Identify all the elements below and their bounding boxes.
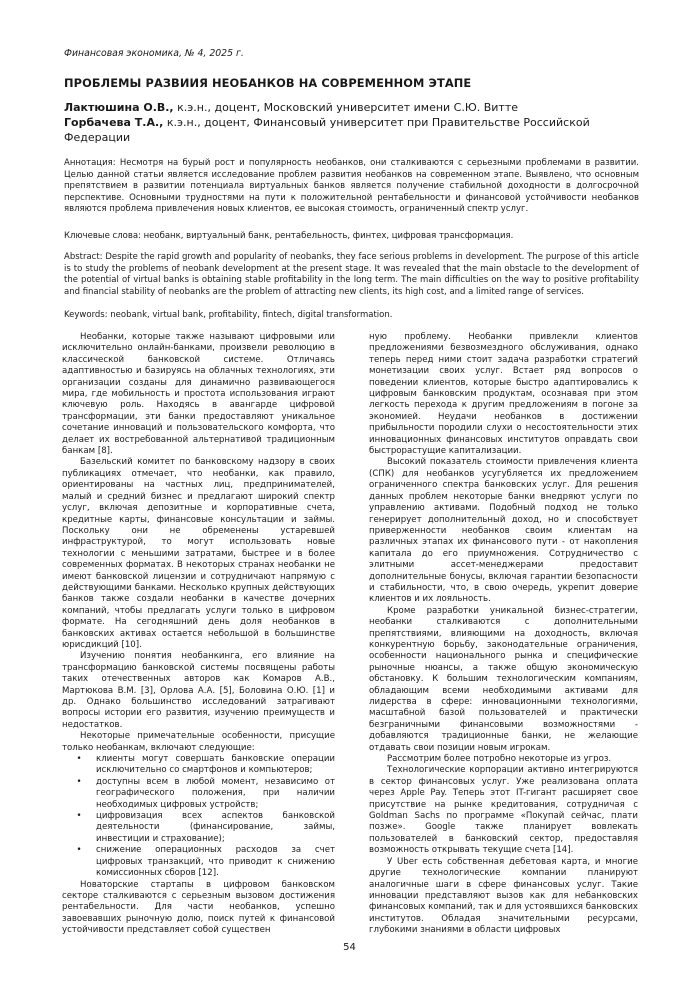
bullet-item-3 <box>62 811 335 845</box>
keywords-ru: Ключевые слова: необанк, виртуальный банк, рентабельность, финтех, цифровая трансформация. <box>64 231 514 241</box>
right-paragraph-5: Технологические корпорации активно интегрируются в сектор финансовых услуг. Уже реализована оплата через Apple Pay. Теперь этот IT-гигант расширяет свое присутствие на рынке кредитования, сотрудничая с Goldman Sachs по программе «Покупай сейчас, плати позже». Google также планирует вовлекать пользователей в банковский сектор, предоставляя возможность открывать текущие счета [14]. <box>369 765 638 856</box>
keywords-en: Keywords: neobank, virtual bank, profitability, fintech, digital transformation. <box>64 310 393 320</box>
abstract-en: Abstract: Despite the rapid growth and popularity of neobanks, they face serious problems in development. The purpose of this article is to study the problems of neobank development at the present stage. It was revealed that the main obstacle to the development of the potential of virtual banks is obtaining stable profitability in the long term. The main difficulties on the way to positive profitability and financial stability of neobanks are the problem of attracting new clients, its high cost, and a limited range of services. <box>64 252 639 297</box>
bullet-text-1: клиенты могут совершать банковские операции исключительно со смартфонов и компьютеров; <box>96 754 335 776</box>
author-2-name: Горбачева Т.А., <box>64 116 164 129</box>
right-column <box>369 332 638 937</box>
author-2-affiliation: к.э.н., доцент, Финансовый университет при Правительстве Российской Федерации <box>64 116 590 144</box>
left-paragraph-4: Некоторые примечательные особенности, присущие только необанкам, включают следующие: <box>62 731 335 753</box>
bullet-item-2 <box>62 777 335 811</box>
bullet-item-4 <box>62 845 335 879</box>
bullet-symbol: • <box>76 754 82 765</box>
left-paragraph-2: Базельский комитет по банковскому надзору в своих публикациях отмечает, что необанки, как правило, ориентированы на частных лиц, предпринимателей, малый и средний бизнес и предлагают широкий спектр услуг, включая депозитные и корпоративные счета, кредитные карты, финансовые консультации и займы. Поскольку они не обременены устаревшей инфраструктурой, то могут использовать новые технологии с меньшими затратами, быстрее и в более современных форматах. В некоторых странах необанки не имеют банковской лицензии и сотрудничают напрямую с действующими банками. Несколько крупных действующих банков также создали необанки в качестве дочерних компаний, чтобы предлагать услуги только в цифровом формате. На сегодняшний день доля необанков в банковских активах остается небольшой в большинстве юрисдикций [10]. <box>62 457 335 650</box>
bullet-symbol: • <box>76 776 82 787</box>
right-paragraph-6: У Uber есть собственная дебетовая карта, и многие другие технологические компании планируют аналогичные шаги в сфере финансовых услуг. Такие инновации представляют вызов как для небанковских финансовых компаний, так и для устоявшихся банковских институтов. Обладая значительными ресурсами, глубокими знаниями в области цифровых <box>369 856 638 936</box>
left-column <box>62 332 335 937</box>
article-title: ПРОБЛЕМЫ РАЗВИИЯ НЕОБАНКОВ НА СОВРЕМЕННОМ ЭТАПЕ <box>64 76 472 90</box>
right-paragraph-2: Высокий показатель стоимости привлечения клиента (СПК) для необанков усугубляется их предложением ограниченного спектра банковских услуг. Для решения данных проблем некоторые банки внедряют услуги по управлению активами. Подобный подход не только генерирует дополнительный доход, но и способствует приверженности необанков своим клиентам на различных этапах их финансового пути - от накопления капитала до его приумножения. Сотрудничество с элитными ассет-менеджерами предоставит дополнительные бонусы, включая гарантии безопасности и стабильности, что, в свою очередь, укрепит доверие клиентов и их лояльность. <box>369 457 638 605</box>
author-1-name: Лактюшина О.В., <box>64 101 174 114</box>
bullet-text-3: цифровизация всех аспектов банковской деятельности (финансирование, займы, инвестиции и страхование); <box>96 811 335 844</box>
right-paragraph-1: ную проблему. Необанки привлекли клиентов предложениями безвозмездного обслуживания, однако теперь перед ними стоит задача разработки стратегий монетизации своих услуг. Встает ряд вопросов о поведении клиентов, которые быстро адаптировались к цифровым банковским продуктам, осознавая при этом легкость перехода к другим предложениям в погоне за экономией. Неудачи необанков в достижении прибыльности породили слухи о несостоятельности этих инновационных финансовых институтов оправдать свои быстрорастущие капитализации. <box>369 332 638 457</box>
authors-block <box>64 100 644 145</box>
left-paragraph-5: Новаторские стартапы в цифровом банковском секторе сталкиваются с серьезным вызовом достижения рентабельности. Для части необанков, успешно завоевавших рыночную долю, поиск путей к финансовой устойчивости представляет собой существен <box>62 879 335 936</box>
page-number: 54 <box>343 942 356 953</box>
bullet-text-2: доступны всем в любой момент, независимо от географического положения, при наличии необходимых цифровых устройств; <box>96 776 335 810</box>
right-paragraph-3: Кроме разработки уникальной бизнес-стратегии, необанки сталкиваются с дополнительными препятствиями, влияющими на доходность, включая конкурентную борьбу, законодательные ограничения, особенности национального рынка и специфические рыночные нюансы, а также общую экономическую обстановку. К большим технологическим компаниям, обладающим всеми необходимыми активами для лидерства в сфере: инновационными технологиями, масштабной базой пользователей и практически безграничными финансовыми возможностями - добавляются традиционные банки, не желающие отдавать свои позиции новым игрокам. <box>369 605 638 753</box>
left-paragraph-3: Изучению понятия необанкинга, его влияние на трансформацию банковской системы посвящены работы таких отечественных авторов как Комаров А.В., Мартюкова В.М. [3], Орлова А.А. [5], Боловина О.Ю. [1] и др. Однако большинство исследований затрагивают вопросы истории его развития, изучению преимуществ и недостатков. <box>62 651 335 730</box>
author-1 <box>64 100 644 115</box>
bullet-symbol: • <box>76 811 82 822</box>
left-paragraph-1: Необанки, которые также называют цифровыми или исключительно онлайн-банками, произвели революцию в классической банковской системе. Отличаясь адаптивностью и базируясь на облачных технологиях, эти организации созданы для динамично развивающегося мира, где мобильность и простота использования играют ключевую роль. Находясь в авангарде цифровой трансформации, эти банки предоставляют уникальное сочетание инноваций и пользовательского комфорта, что делает их востребованной альтернативой традиционным банкам [8]. <box>62 332 335 457</box>
right-paragraph-4: Рассмотрим более потробно некоторые из угроз. <box>387 754 612 765</box>
bullet-text-4: снижение операционных расходов за счет цифровых транзакций, что приводит к снижению комиссионных сборов [12]. <box>96 845 335 879</box>
bullet-item-1 <box>62 754 335 777</box>
bullet-symbol: • <box>76 845 82 856</box>
author-2 <box>64 115 644 145</box>
abstract-ru: Аннотация: Несмотря на бурый рост и популярность необанков, они сталкиваются с серьезными проблемами в развитии. Целью данной статьи является исследование проблем развития необанков на современном этапе. Выявлено, что основным препятствием в развитии потенциала виртуальных банков является получение стабильной доходности в долгосрочной перспективе. Основными трудностями на пути к положительной рентабельности и финансовой устойчивости необанков являются проблема привлечения новых клиентов, ее высокая стоимость, ограниченный спектр услуг. <box>64 158 639 214</box>
journal-header: Финансовая экономика, № 4, 2025 г. <box>64 48 244 59</box>
author-1-affiliation: к.э.н., доцент, Московский университет имени С.Ю. Витте <box>173 101 518 114</box>
